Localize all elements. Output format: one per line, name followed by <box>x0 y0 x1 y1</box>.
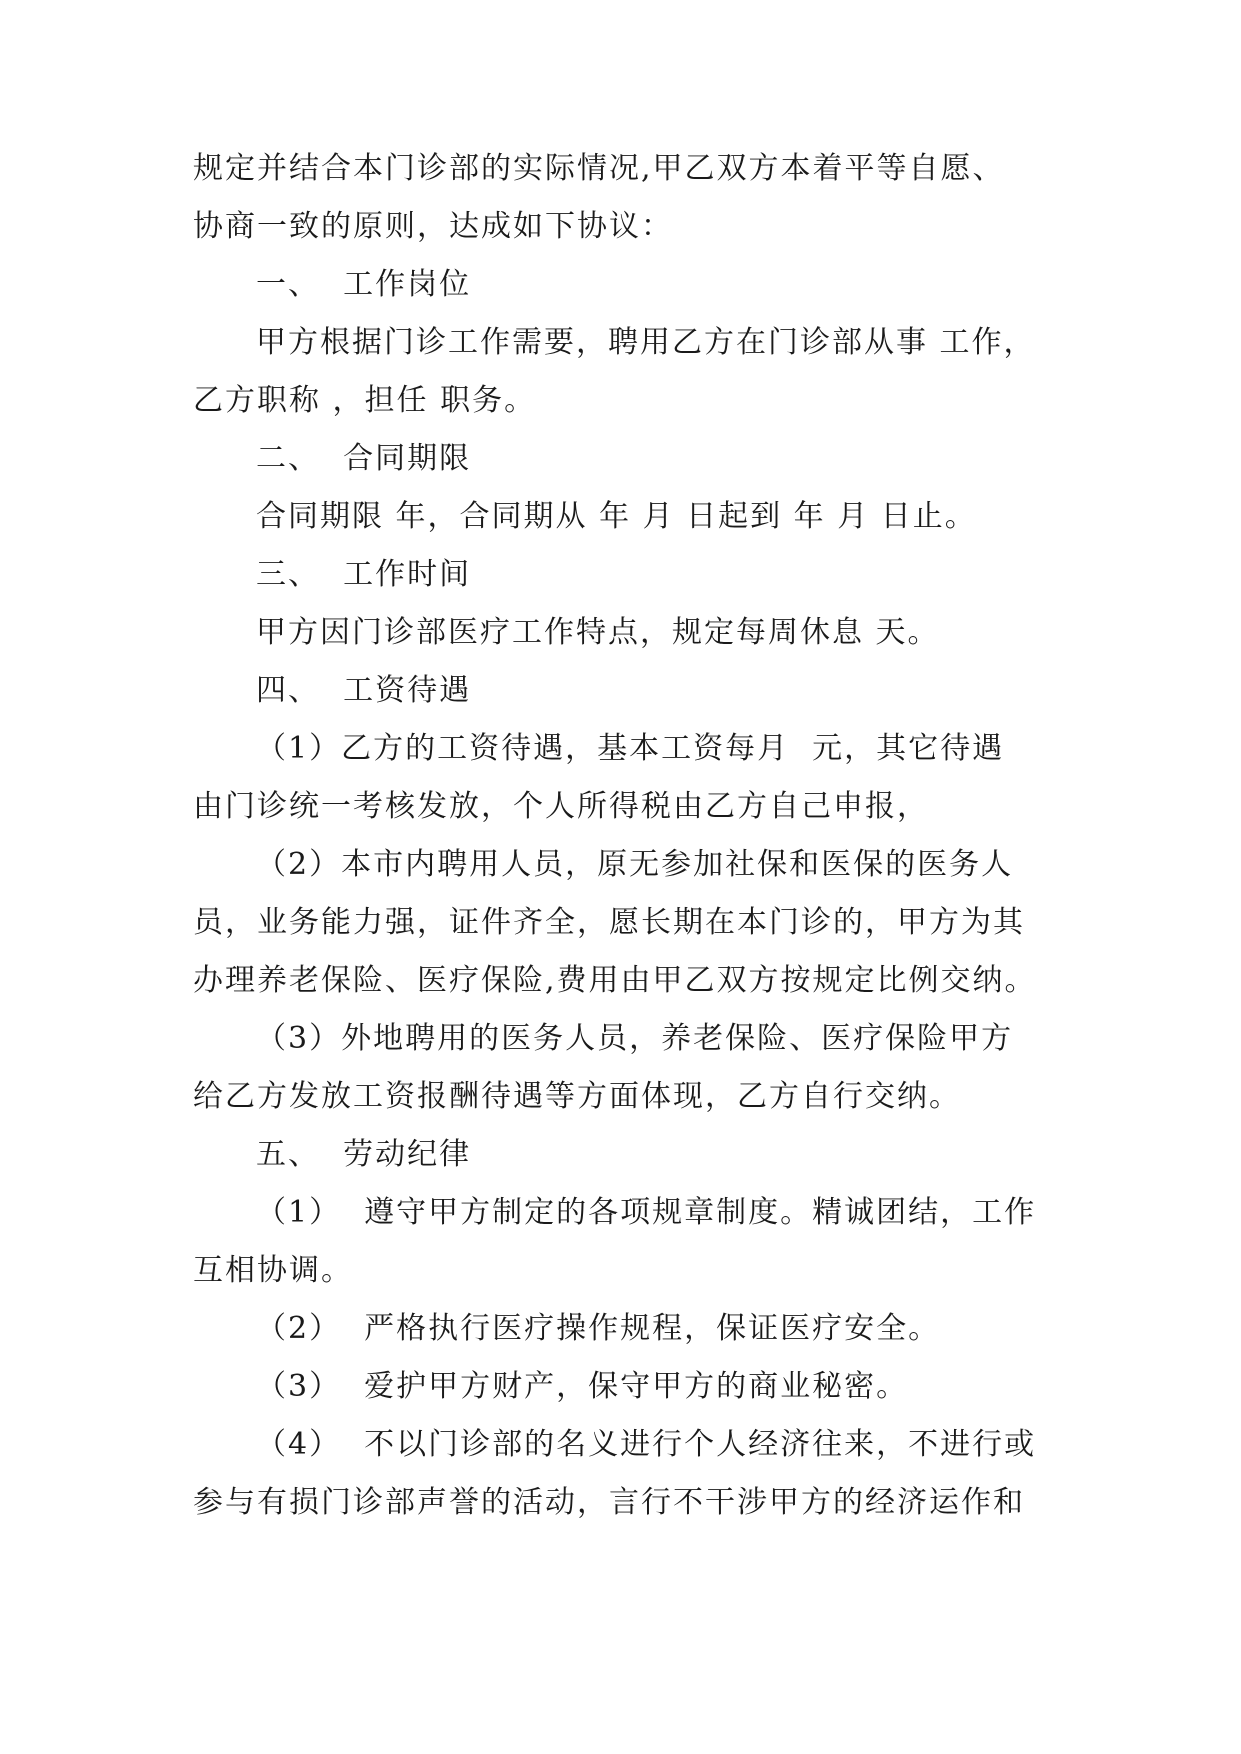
text-line: 办理养老保险、医疗保险,费用由甲乙双方按规定比例交纳。 <box>193 963 1037 998</box>
section-heading: 二、 合同期限 <box>256 441 472 476</box>
text-line: 乙方职称 ，担任 职务。 <box>193 383 537 418</box>
text-line: 甲方根据门诊工作需要，聘用乙方在门诊部从事 工作， <box>256 325 1036 360</box>
section-heading: 五、 劳动纪律 <box>256 1137 472 1172</box>
text-line: （4） 不以门诊部的名义进行个人经济往来，不进行或 <box>256 1427 1037 1462</box>
text-line: （2）本市内聘用人员，原无参加社保和医保的医务人 <box>256 847 1014 882</box>
text-line: 员，业务能力强，证件齐全，愿长期在本门诊的，甲方为其 <box>193 905 1025 940</box>
text-line: 合同期限 年，合同期从 年 月 日起到 年 月 日止。 <box>256 499 977 534</box>
text-line: （2） 严格执行医疗操作规程，保证医疗安全。 <box>256 1311 941 1346</box>
section-heading: 一、 工作岗位 <box>256 267 472 302</box>
text-line: 互相协调。 <box>193 1253 353 1288</box>
section-heading: 四、 工资待遇 <box>256 673 472 708</box>
text-line: 给乙方发放工资报酬待遇等方面体现，乙方自行交纳。 <box>193 1079 961 1114</box>
text-line: （1） 遵守甲方制定的各项规章制度。精诚团结，工作 <box>256 1195 1037 1230</box>
text-line: 规定并结合本门诊部的实际情况,甲乙双方本着平等自愿、 <box>193 151 1005 186</box>
text-line: 由门诊统一考核发放，个人所得税由乙方自己申报， <box>193 789 929 824</box>
text-line: 参与有损门诊部声誉的活动，言行不干涉甲方的经济运作和 <box>193 1485 1025 1520</box>
text-line: 甲方因门诊部医疗工作特点，规定每周休息 天。 <box>256 615 940 650</box>
text-line: （3）外地聘用的医务人员，养老保险、医疗保险甲方 <box>256 1021 1014 1056</box>
text-line: 协商一致的原则，达成如下协议： <box>193 209 673 244</box>
section-heading: 三、 工作时间 <box>256 557 472 592</box>
text-line: （1）乙方的工资待遇，基本工资每月 元，其它待遇 <box>256 731 1005 766</box>
text-line: （3） 爱护甲方财产，保守甲方的商业秘密。 <box>256 1369 909 1404</box>
